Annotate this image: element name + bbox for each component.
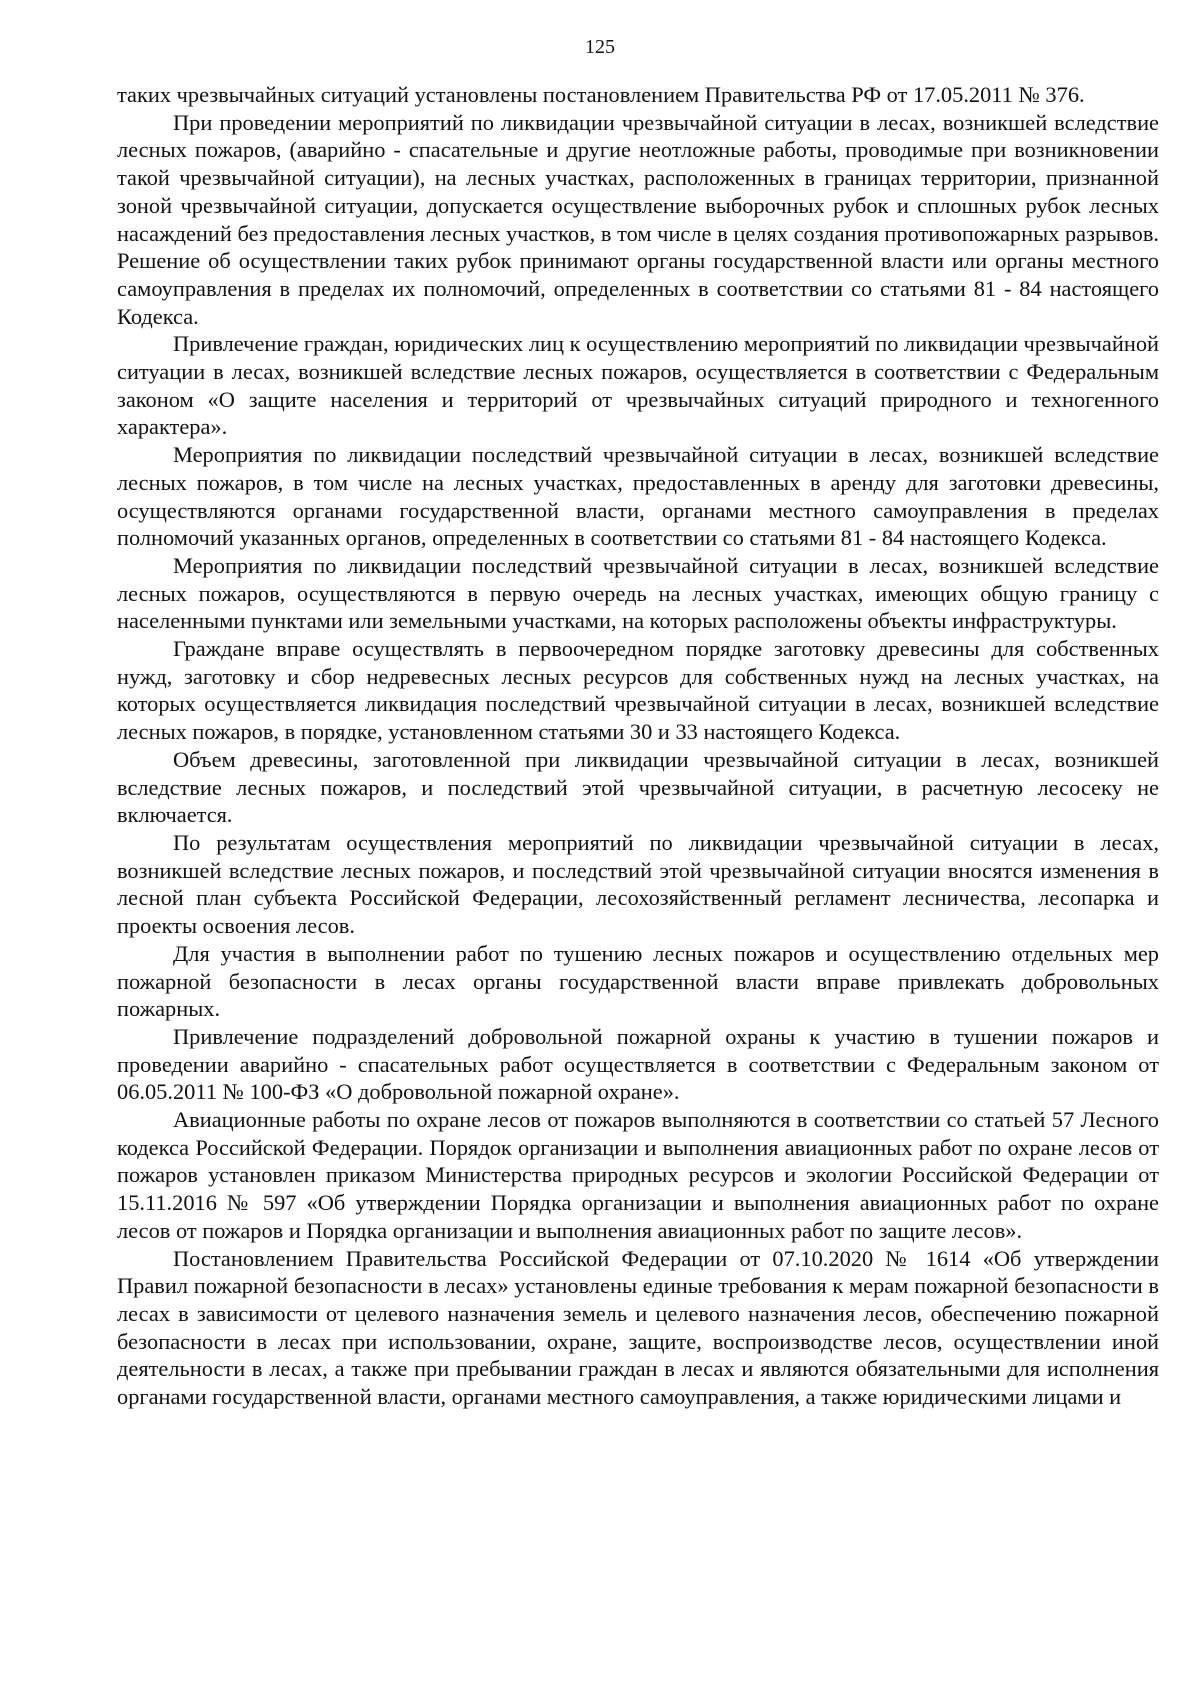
paragraph: Граждане вправе осуществлять в первоочередном порядке заготовку древесины для собственных нужд, заготовку и сбор недревесных лесных ресурсов для собственных нужд на лесных участках, на которых осуществляется ликвидация последствий чрезвычайной ситуации в лесах, возникшей вследствие лесных пожаров, в порядке, установленном статьями 30 и 33 настоящего Кодекса. [117, 636, 1159, 745]
paragraph: Привлечение граждан, юридических лиц к осуществлению мероприятий по ликвидации чрезвычайной ситуации в лесах, возникшей вследствие лесных пожаров, осуществляется в соответствии с Федеральным законом «О защите населения и территорий от чрезвычайных ситуаций природного и техногенного характера». [117, 331, 1159, 440]
paragraph: Авиационные работы по охране лесов от пожаров выполняются в соответствии со статьей 57 Лесного кодекса Российской Федерации. Порядок организации и выполнения авиационных работ по охране лесов от пожаров установлен приказом Министерства природных ресурсов и экологии Российской Федерации от 15.11.2016 № 597 «Об утверждении Порядка организации и выполнения авиационных работ по охране лесов от пожаров и Порядка организации и выполнения авиационных работ по защите лесов». [117, 1107, 1159, 1243]
paragraph: Объем древесины, заготовленной при ликвидации чрезвычайной ситуации в лесах, возникшей вследствие лесных пожаров, и последствий этой чрезвычайной ситуации, в расчетную лесосеку не включается. [117, 746, 1159, 828]
paragraph: Мероприятия по ликвидации последствий чрезвычайной ситуации в лесах, возникшей вследствие лесных пожаров, в том числе на лесных участках, предоставленных в аренду для заготовки древесины, осуществляются органами государственной власти, органами местного самоуправления в пределах полномочий указанных органов, определенных в соответствии со статьями 81 - 84 настоящего Кодекса. [117, 442, 1159, 551]
paragraph-continuation: таких чрезвычайных ситуаций установлены постановлением Правительства РФ от 17.05.2011 № 376. [117, 82, 1085, 107]
paragraph: Привлечение подразделений добровольной пожарной охраны к участию в тушении пожаров и проведении аварийно - спасательных работ осуществляется в соответствии с Федеральным законом от 06.05.2011 № 100-ФЗ «О добровольной пожарной охране». [117, 1023, 1159, 1105]
paragraph: Мероприятия по ликвидации последствий чрезвычайной ситуации в лесах, возникшей вследствие лесных пожаров, осуществляются в первую очередь на лесных участках, имеющих общую границу с населенными пунктами или земельными участками, на которых расположены объекты инфраструктуры. [117, 552, 1159, 634]
paragraph: Для участия в выполнении работ по тушению лесных пожаров и осуществлению отдельных мер пожарной безопасности в лесах органы государственной власти вправе привлекать добровольных пожарных. [117, 940, 1159, 1022]
paragraph: Постановлением Правительства Российской Федерации от 07.10.2020 № 1614 «Об утверждении Правил пожарной безопасности в лесах» установлены единые требования к мерам пожарной безопасности в лесах в зависимости от целевого назначения земель и целевого назначения лесов, обеспечению пожарной безопасности в лесах при использовании, охране, защите, воспроизводстве лесов, осуществлении иной деятельности в лесах, а также при пребывании граждан в лесах и являются обязательными для исполнения органами государственной власти, органами местного самоуправления, а также юридическими лицами и [117, 1245, 1159, 1410]
paragraph: По результатам осуществления мероприятий по ликвидации чрезвычайной ситуации в лесах, возникшей вследствие лесных пожаров, и последствий этой чрезвычайной ситуации вносятся изменения в лесной план субъекта Российской Федерации, лесохозяйственный регламент лесничества, лесопарка и проекты освоения лесов. [117, 829, 1159, 939]
page-number: 125 [585, 36, 615, 58]
paragraph: При проведении мероприятий по ликвидации чрезвычайной ситуации в лесах, возникшей вследствие лесных пожаров, (аварийно - спасательные и другие неотложные работы, проводимые при возникновении такой чрезвычайной ситуации), на лесных участках, расположенных в границах территории, признанной зоной чрезвычайной ситуации, допускается осуществление выборочных рубок и сплошных рубок лесных насаждений без предоставления лесных участков, в том числе в целях создания противопожарных разрывов. Решение об осуществлении таких рубок принимают органы государственной власти или органы местного самоуправления в пределах их полномочий, определенных в соответствии со статьями 81 - 84 настоящего Кодекса. [117, 109, 1159, 329]
body-text [117, 81, 1159, 1411]
